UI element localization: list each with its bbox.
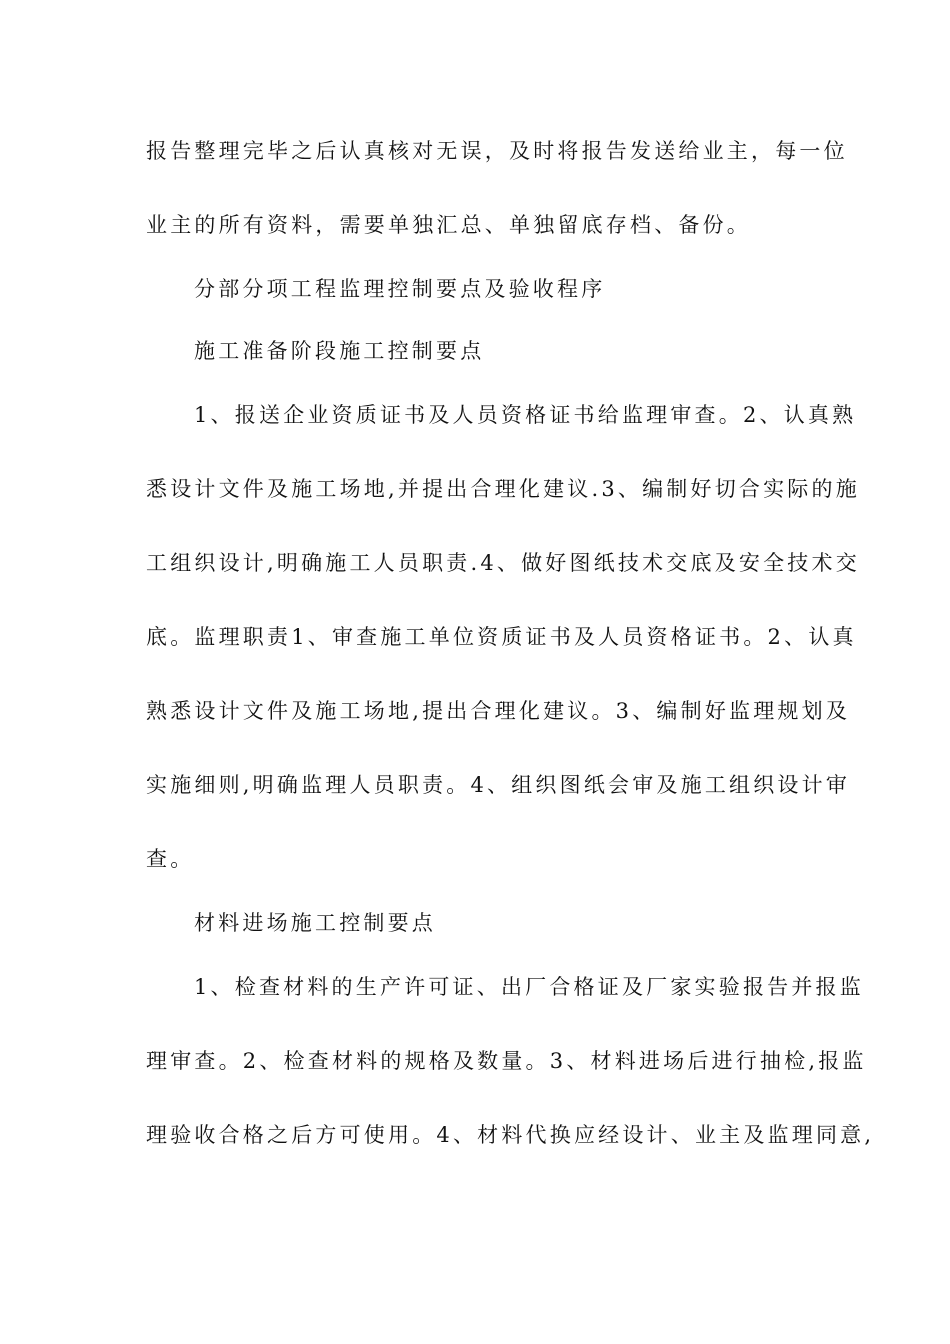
body-text-line: 报告整理完毕之后认真核对无误，及时将报告发送给业主，每一位 bbox=[146, 139, 848, 163]
body-text-line: 理审查。2、检查材料的规格及数量。3、材料进场后进行抽检,报监 bbox=[146, 1049, 867, 1073]
subsection-heading: 材料进场施工控制要点 bbox=[194, 911, 436, 935]
subsection-heading: 施工准备阶段施工控制要点 bbox=[194, 339, 485, 363]
body-text-line: 悉设计文件及施工场地,并提出合理化建议.3、编制好切合实际的施 bbox=[146, 477, 860, 501]
body-text-line: 查。 bbox=[146, 847, 195, 871]
body-text-line: 实施细则,明确监理人员职责。4、组织图纸会审及施工组织设计审 bbox=[146, 773, 851, 797]
body-text-line: 理验收合格之后方可使用。4、材料代换应经设计、业主及监理同意, bbox=[146, 1123, 875, 1147]
section-heading: 分部分项工程监理控制要点及验收程序 bbox=[194, 277, 606, 301]
body-text-line: 工组织设计,明确施工人员职责.4、做好图纸技术交底及安全技术交 bbox=[146, 551, 860, 575]
body-text-line: 熟悉设计文件及施工场地,提出合理化建议。3、编制好监理规划及 bbox=[146, 699, 851, 723]
body-text-line: 业主的所有资料，需要单独汇总、单独留底存档、备份。 bbox=[146, 213, 751, 237]
body-text-line: 1、报送企业资质证书及人员资格证书给监理审查。2、认真熟 bbox=[194, 403, 857, 427]
body-text-line: 1、检查材料的生产许可证、出厂合格证及厂家实验报告并报监 bbox=[194, 975, 864, 999]
body-text-line: 底。监理职责1、审查施工单位资质证书及人员资格证书。2、认真 bbox=[146, 625, 857, 649]
